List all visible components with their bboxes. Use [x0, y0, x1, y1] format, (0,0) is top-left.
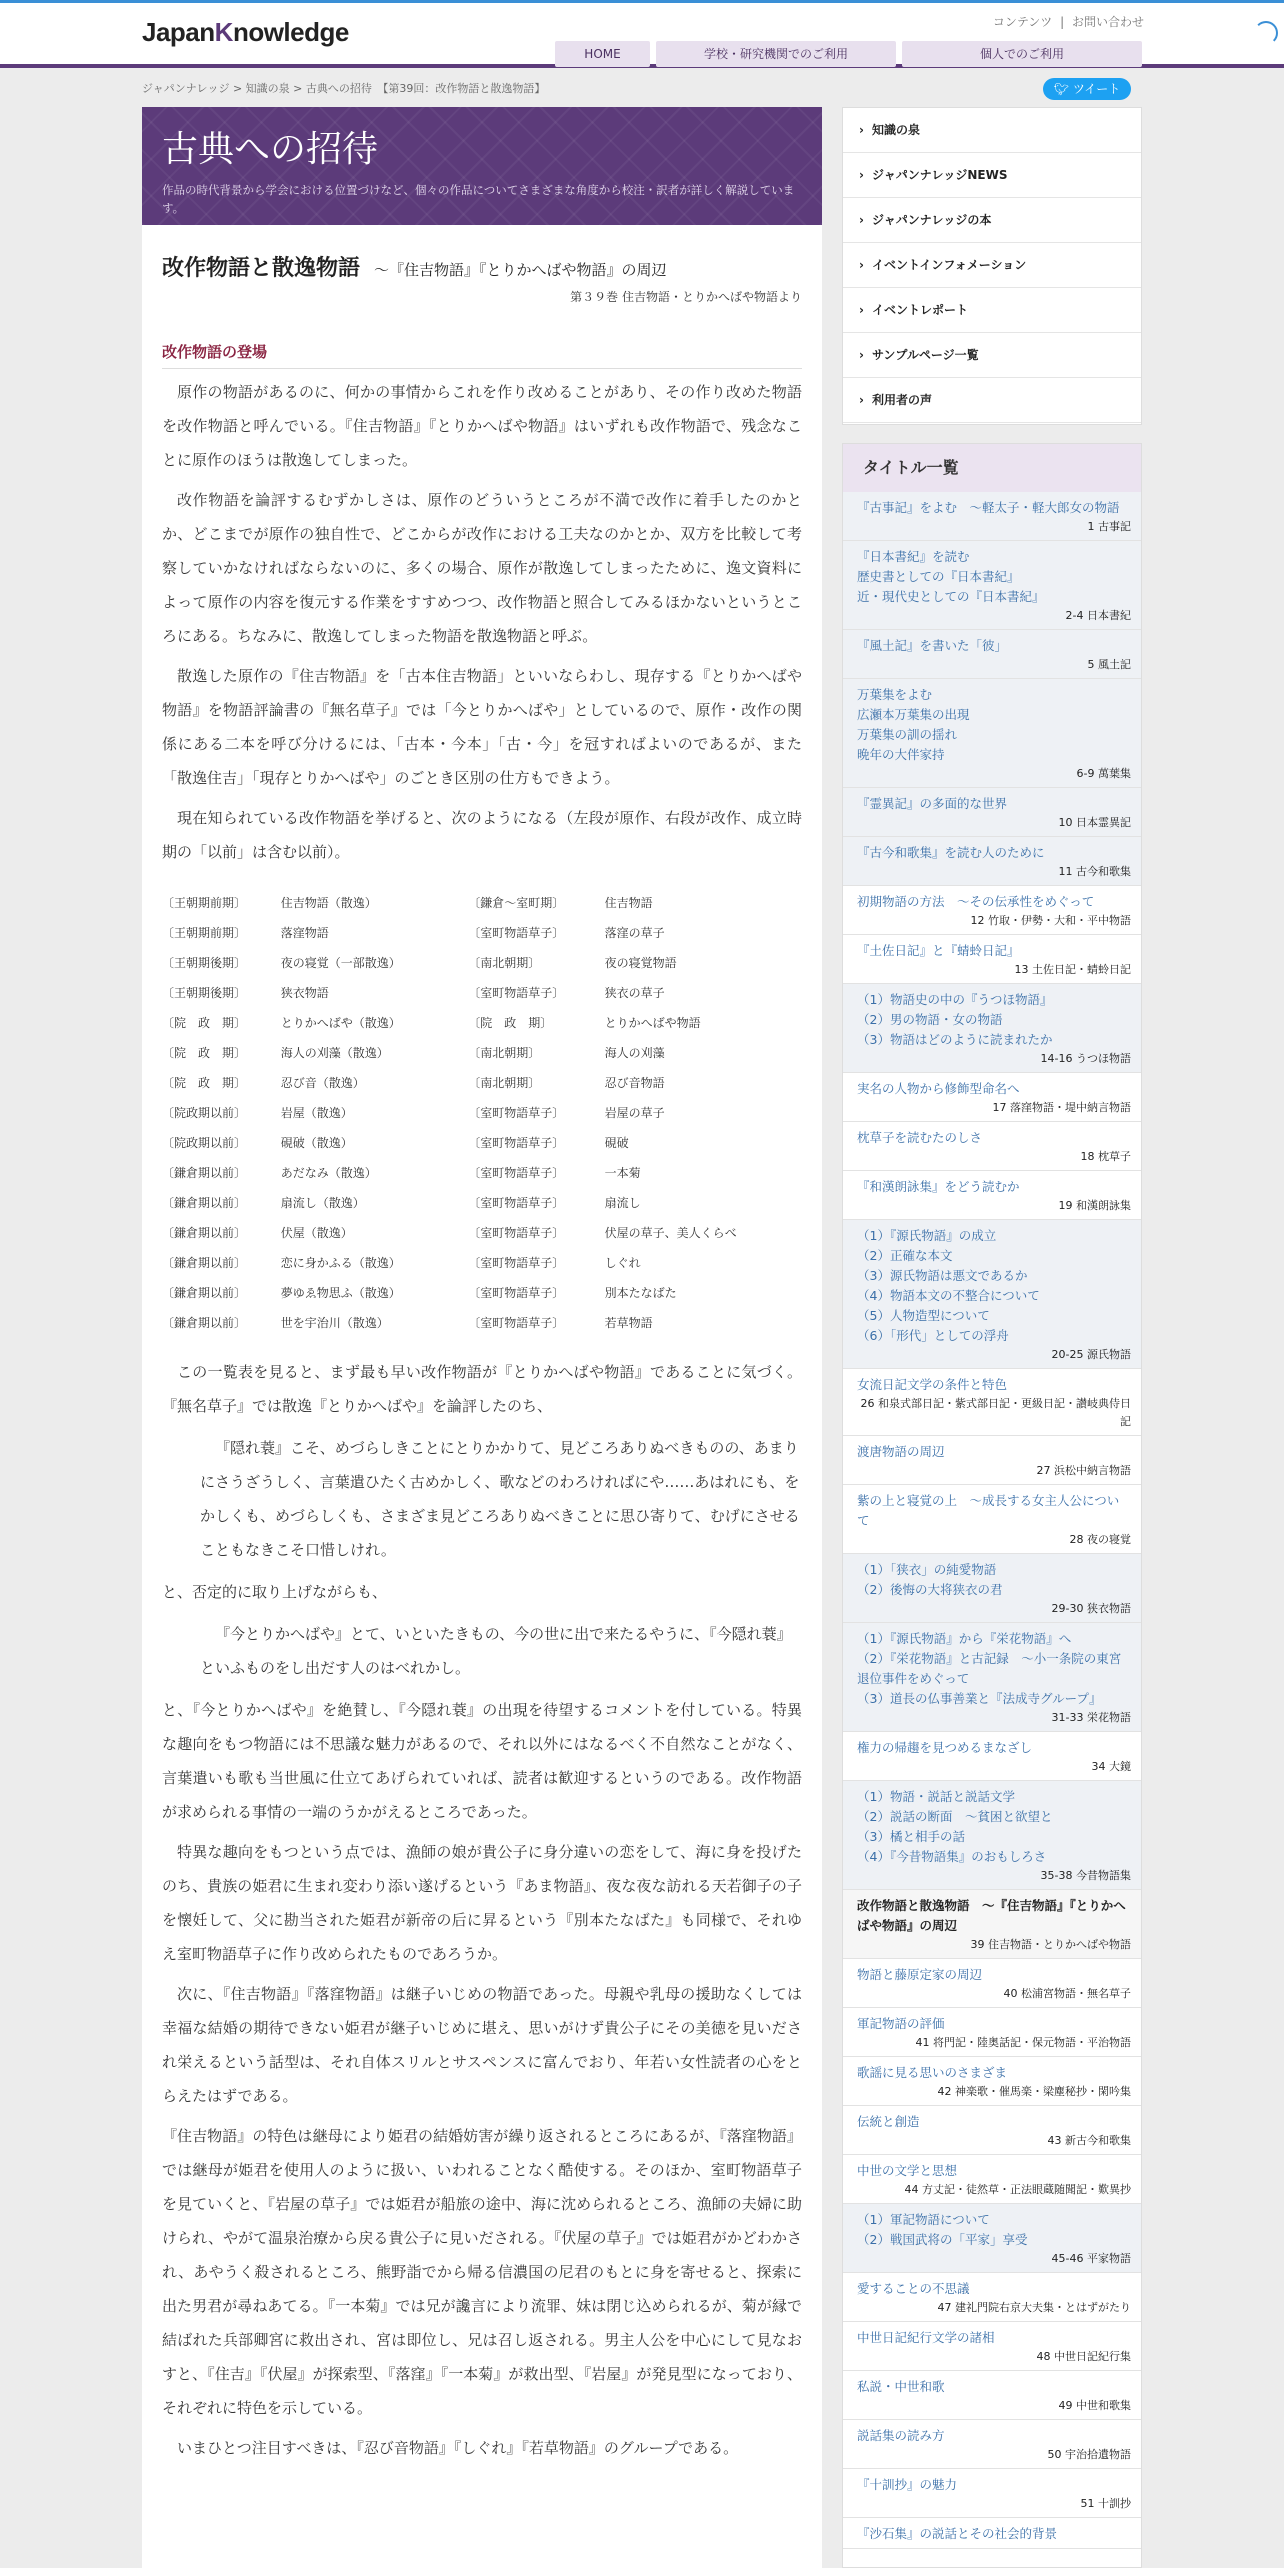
table-cell: 扇流し: [604, 1195, 641, 1210]
title-list-item[interactable]: [843, 1436, 1141, 1485]
title-link[interactable]: 女流日記文学の条件と特色: [857, 1377, 1008, 1392]
title-link[interactable]: 渡唐物語の周辺: [857, 1444, 945, 1459]
table-cell: 〔室町物語草子〕: [468, 985, 565, 1000]
table-cell: 〔室町物語草子〕: [468, 1105, 565, 1120]
table-cell: 狭衣の草子: [604, 985, 665, 1000]
volume-label: 41 将門記・陸奥話記・保元物語・平治物語: [915, 2036, 1131, 2049]
table-cell: 〔鎌倉～室町期〕: [468, 895, 565, 910]
title-list: [842, 443, 1142, 2568]
paragraph: 散逸した原作の『住吉物語』を「古本住吉物語」といいならわし、現存する『とりかへばや物語』を物語評論書の『無名草子』では「今とりかへばや」としているので、原作・改作の関係にある二本を呼び分けるには、「古本・今本」「古・今」を冠すればよいのであるが、また「散逸住吉」「現存とりかへばや」のごとき区別の仕方もできよう。: [162, 667, 802, 787]
table-cell: 落窪物語: [280, 925, 329, 940]
volume-label: 35-38 今昔物語集: [1040, 1869, 1131, 1882]
title-list-item[interactable]: [843, 1781, 1141, 1890]
title-link[interactable]: （4）『今昔物語集』のおもしろさ: [857, 1849, 1047, 1864]
table-row: [162, 1217, 802, 1247]
table-cell: 〔院政期以前〕: [162, 1135, 247, 1150]
table-cell: 世を宇治川（散逸）: [280, 1315, 389, 1330]
table-row: [162, 1187, 802, 1217]
title-link[interactable]: 歌謡に見る思いのさまざま: [857, 2065, 1008, 2080]
title-link[interactable]: 権力の帰趨を見つめるまなざし: [857, 1740, 1033, 1755]
table-cell: 〔院 政 期〕: [162, 1045, 247, 1060]
table-row: [162, 1067, 802, 1097]
title-link[interactable]: （3）物語はどのように読まれたか: [857, 1032, 1053, 1047]
table-cell: 〔鎌倉期以前〕: [162, 1195, 247, 1210]
title-list-item[interactable]: [843, 1959, 1141, 2008]
title-link[interactable]: 実名の人物から修飾型命名へ: [857, 1081, 1020, 1096]
table-cell: 〔王朝期後期〕: [162, 985, 247, 1000]
table-row: [162, 977, 802, 1007]
title-link[interactable]: 『土佐日記』と『蜻蛉日記』: [857, 943, 1020, 958]
table-cell: 〔室町物語草子〕: [468, 1165, 565, 1180]
table-cell: しぐれ: [604, 1255, 641, 1270]
title-list-item[interactable]: [843, 1623, 1141, 1732]
table-cell: とりかへばや（散逸）: [280, 1015, 401, 1030]
paragraph: 『住吉物語』の特色は継母により姫君の結婚妨害が繰り返されるところにあるが、『落窪物語』では継母が姫君を使用人のように扱い、いわれることなく酷使する。そのほか、室町物語草子を見ていくと、『岩屋の草子』では姫君が船旅の途中、海に沈められるところ、漁師の夫婦に助けられ、やがて温泉治療から戻る貴公子に見いだされる。『伏屋の草子』では姫君がかどわかされ、あやうく殺されるところ、熊野詣でから帰る信濃国の尼君のもとに身を寄せると、探索に出た男君が尋ねあてる。『一本菊』では兄が讒言により流罪、妹は閉じ込められるが、菊が縁で結ばれた兵部卿宮に救出され、宮は即位し、兄は召し返される。男主人公を中心にして見なおすと、『住吉』『伏屋』が探索型、『落窪』『一本菊』が救出型、『岩屋』が発見型になっており、それぞれに特色を示している。: [162, 2127, 802, 2417]
title-list-item[interactable]: [843, 630, 1141, 679]
paragraph: 改作物語を論評するむずかしさは、原作のどういうところが不満で改作に着手したのかとか、どこまでが原作の独自性で、どこからが改作における工夫なのかとか、双方を比較して考察していかなければならないのに、多くの場合、原作が散逸してしまったために、逸文資料によって原作の内容を復元する作業をすすめつつ、改作物語と照合してみるほかないというところにある。ちなみに、散逸してしまった物語を散逸物語と呼ぶ。: [162, 491, 802, 645]
title-list-item[interactable]: [843, 2420, 1141, 2469]
volume-label: 26 和泉式部日記・紫式部日記・更級日記・讃岐典侍日記: [860, 1397, 1131, 1428]
title-link[interactable]: （5）人物造型について: [857, 1308, 990, 1323]
title-list-item[interactable]: [843, 2106, 1141, 2155]
title-list-item[interactable]: [843, 541, 1141, 630]
title-link[interactable]: 晩年の大伴家持: [857, 747, 945, 762]
table-cell: 伏屋の草子、美人くらべ: [604, 1225, 737, 1240]
title-link[interactable]: （1）『源氏物語』から『栄花物語』へ: [857, 1631, 1072, 1646]
title-list-item[interactable]: [843, 2204, 1141, 2273]
table-cell: 恋に身かふる（散逸）: [280, 1255, 401, 1270]
table-cell: 〔院 政 期〕: [468, 1015, 553, 1030]
title-list-item[interactable]: [843, 984, 1141, 1073]
section-hero: [142, 107, 822, 225]
title-link[interactable]: 私説・中世和歌: [857, 2379, 945, 2394]
title-link[interactable]: （2）後悔の大将狭衣の君: [857, 1582, 1003, 1597]
volume-label: 11 古今和歌集: [1058, 865, 1131, 878]
title-list-item[interactable]: [843, 1220, 1141, 1369]
title-list-item[interactable]: [843, 837, 1141, 886]
title-list-item[interactable]: [843, 2155, 1141, 2204]
table-cell: 〔室町物語草子〕: [468, 1315, 565, 1330]
table-cell: 別本たなばた: [604, 1285, 677, 1300]
table-cell: 狭衣物語: [280, 985, 329, 1000]
title-link[interactable]: 枕草子を読むたのしさ: [857, 1130, 983, 1145]
volume-label: 40 松浦宮物語・無名草子: [1003, 1987, 1131, 2000]
table-cell: 〔室町物語草子〕: [468, 1135, 565, 1150]
table-row: [162, 947, 802, 977]
table-cell: 住吉物語（散逸）: [280, 895, 377, 910]
article-source: 第３９巻 住吉物語・とりかへばや物語より: [570, 290, 802, 304]
table-row: [162, 1277, 802, 1307]
table-cell: 硯破: [604, 1135, 629, 1150]
table-cell: 〔鎌倉期以前〕: [162, 1255, 247, 1270]
table-cell: 〔南北朝期〕: [468, 955, 541, 970]
title-list-item[interactable]: [843, 1073, 1141, 1122]
title-link[interactable]: 『十訓抄』の魅力: [857, 2477, 958, 2492]
table-cell: 〔院政期以前〕: [162, 1105, 247, 1120]
title-link[interactable]: （1）物語・説話と説話文学: [857, 1789, 1015, 1804]
volume-label: 17 落窪物語・堤中納言物語: [992, 1101, 1131, 1114]
volume-label: 2-4 日本書紀: [1065, 609, 1131, 622]
title-list-item[interactable]: [843, 935, 1141, 984]
title-link[interactable]: 軍記物語の評価: [857, 2016, 945, 2031]
title-link[interactable]: 紫の上と寝覚の上 ～成長する女主人公について: [857, 1493, 1120, 1528]
table-cell: 海人の刈藻: [604, 1045, 665, 1060]
table-cell: 〔王朝期後期〕: [162, 955, 247, 970]
table-cell: 伏屋（散逸）: [280, 1225, 353, 1240]
title-list-item[interactable]: [843, 1554, 1141, 1623]
sidebar-menu-item[interactable]: › 利用者の声: [843, 378, 1141, 423]
title-list-item[interactable]: [843, 1369, 1141, 1436]
table-row: [162, 1097, 802, 1127]
loading-spinner-icon: [1254, 21, 1278, 45]
table-cell: 夜の寝覚物語: [604, 955, 677, 970]
title-link[interactable]: 『霊異記』の多面的な世界: [857, 796, 1008, 811]
tweet-button[interactable]: 🐦︎ ツイート: [1043, 78, 1131, 100]
utility-links: [989, 13, 1144, 30]
table-cell: 忍び音物語: [604, 1075, 665, 1090]
volume-label: 44 方丈記・徒然草・正法眼蔵随聞記・歎異抄: [904, 2183, 1131, 2196]
nav-home[interactable]: HOME: [555, 41, 650, 67]
table-cell: 〔室町物語草子〕: [468, 1225, 565, 1240]
table-row: [162, 917, 802, 947]
paragraph: いまひとつ注目すべきは、『忍び音物語』『しぐれ』『若草物語』のグループである。: [177, 2439, 739, 2457]
title-link[interactable]: （2）男の物語・女の物語: [857, 1012, 1003, 1027]
title-list-item[interactable]: [843, 788, 1141, 837]
sidebar-menu-item[interactable]: › ジャパンナレッジNEWS: [843, 153, 1141, 198]
site-logo[interactable]: JapanKnowledge: [142, 17, 349, 47]
volume-label: 5 風土記: [1087, 658, 1131, 671]
sidebar-menu-item[interactable]: › ジャパンナレッジの本: [843, 198, 1141, 243]
contact-link[interactable]: お問い合わせ: [1071, 15, 1144, 29]
title-list-item[interactable]: [843, 1171, 1141, 1220]
breadcrumb[interactable]: ジャパンナレッジ > 知識の泉 > 古典への招待 【第39回：改作物語と散逸物語】: [142, 82, 546, 95]
volume-label: 34 大鏡: [1091, 1760, 1131, 1773]
table-cell: 〔室町物語草子〕: [468, 1195, 565, 1210]
title-list-item[interactable]: [843, 492, 1141, 541]
table-cell: 住吉物語: [604, 895, 653, 910]
paragraph: 特異な趣向をもつという点では、漁師の娘が貴公子に身分違いの恋をして、海に身を投げたのち、貴族の姫君に生まれ変わり添い遂げるという『あま物語』、夜な夜な訪れる天若御子の子を懐妊して、父に勘当された姫君が新帝の后に昇るという『別本たなばた』も同様で、それゆえ室町物語草子に作り改められたものであろうか。: [162, 1843, 802, 1963]
title-link[interactable]: （2）『栄花物語』と古記録 ～小一条院の東宮退位事件をめぐって: [857, 1651, 1122, 1686]
volume-label: 49 中世和歌集: [1058, 2399, 1131, 2412]
sidebar-menu: [842, 107, 1142, 425]
table-row: [162, 1127, 802, 1157]
table-cell: 〔王朝期前期〕: [162, 925, 247, 940]
table-cell: 落窪の草子: [604, 925, 665, 940]
title-link[interactable]: 『古今和歌集』を読む人のために: [857, 845, 1045, 860]
title-link[interactable]: 『沙石集』の説話とその社会的背景: [857, 2526, 1058, 2541]
works-table: [162, 887, 802, 1337]
title-link[interactable]: 『和漢朗詠集』をどう読むか: [857, 1179, 1020, 1194]
table-cell: 〔南北朝期〕: [468, 1045, 541, 1060]
title-link[interactable]: 伝統と創造: [857, 2114, 920, 2129]
table-cell: 夢ゆゑ物思ふ（散逸）: [280, 1285, 401, 1300]
article-body: [142, 225, 822, 2568]
title-link[interactable]: 説話集の読み方: [857, 2428, 945, 2443]
table-cell: 岩屋（散逸）: [280, 1105, 353, 1120]
table-cell: 〔王朝期前期〕: [162, 895, 247, 910]
table-cell: とりかへばや物語: [604, 1015, 701, 1030]
quote: 『今とりかへばや』とて、いといたきもの、今の世に出で来たるやうに、『今隠れ蓑』といふものをし出だす人のはべれかし。: [200, 1625, 792, 1677]
volume-label: 19 和漢朗詠集: [1058, 1199, 1131, 1212]
quote: 『隠れ蓑』こそ、めづらしきことにとりかかりて、見どころありぬべきものの、あまりにさうざうしく、言葉遣ひたく古めかしく、歌などのわろければにや……あはれにも、をかしくも、めづらしくも、さまざま見どころありぬべきことに思ひ寄りて、むげにさせることもなきこそ口惜しけれ。: [200, 1439, 800, 1559]
volume-label: 42 神楽歌・催馬楽・梁塵秘抄・閑吟集: [937, 2085, 1131, 2098]
title-list-item[interactable]: [843, 2371, 1141, 2420]
article-subtitle: ～『住吉物語』『とりかへばや物語』の周辺: [374, 261, 667, 279]
table-cell: 海人の刈藻（散逸）: [280, 1045, 389, 1060]
table-cell: 〔室町物語草子〕: [468, 925, 565, 940]
volume-label: 29-30 狭衣物語: [1051, 1602, 1131, 1615]
paragraph: 現在知られている改作物語を挙げると、次のようになる（左段が原作、右段が改作、成立時期の「以前」は含む以前）。: [162, 809, 802, 861]
global-nav: [555, 41, 1142, 67]
table-cell: 〔鎌倉期以前〕: [162, 1165, 247, 1180]
table-cell: 〔鎌倉期以前〕: [162, 1315, 247, 1330]
title-link[interactable]: 『日本書紀』を読む: [857, 549, 970, 564]
title-link[interactable]: （4）物語本文の不整合について: [857, 1288, 1040, 1303]
volume-label: 10 日本霊異記: [1058, 816, 1131, 829]
nav-personal[interactable]: 個人でのご利用: [902, 41, 1142, 67]
volume-label: 20-25 源氏物語: [1051, 1348, 1131, 1361]
title-link[interactable]: 改作物語と散逸物語 ～『住吉物語』『とりかへばや物語』の周辺: [857, 1898, 1126, 1933]
title-link[interactable]: （3）橘と相手の話: [857, 1829, 965, 1844]
table-cell: 〔鎌倉期以前〕: [162, 1285, 247, 1300]
title-link[interactable]: （2）正確な本文: [857, 1248, 953, 1263]
table-row: [162, 1157, 802, 1187]
title-link[interactable]: 中世の文学と思想: [857, 2163, 958, 2178]
volume-label: 6-9 萬葉集: [1076, 767, 1131, 780]
volume-label: 48 中世日記紀行集: [1036, 2350, 1131, 2363]
paragraph: 次に、『住吉物語』『落窪物語』は継子いじめの物語であった。母親や乳母の援助なくしては幸福な結婚の期待できない姫君が継子いじめに堪え、思いがけず貴公子にその美徳を見いだされ栄えるという話型は、それ自体スリルとサスペンスに富んでおり、年若い女性読者の心をとらえたはずである。: [162, 1985, 802, 2105]
title-list-item[interactable]: [843, 886, 1141, 935]
table-cell: 岩屋の草子: [604, 1105, 665, 1120]
volume-label: 12 竹取・伊勢・大和・平中物語: [970, 914, 1131, 927]
table-cell: 硯破（散逸）: [280, 1135, 353, 1150]
title-link[interactable]: 万葉集の訓の揺れ: [857, 727, 958, 742]
title-link[interactable]: 物語と藤原定家の周辺: [857, 1967, 983, 1982]
nav-schools[interactable]: 学校・研究機関でのご利用: [656, 41, 896, 67]
table-row: [162, 1007, 802, 1037]
sidebar-menu-item[interactable]: › 知識の泉: [843, 108, 1141, 153]
table-cell: 夜の寝覚（一部散逸）: [280, 955, 401, 970]
title-list-item[interactable]: [843, 1122, 1141, 1171]
title-list-item[interactable]: [843, 2008, 1141, 2057]
table-cell: 〔院 政 期〕: [162, 1015, 247, 1030]
sidebar-menu-item[interactable]: › イベントインフォメーション: [843, 243, 1141, 288]
paragraph: と、『今とりかへばや』を絶賛し、『今隠れ蓑』の出現を待望するコメントを付している。特異な趣向をもつ物語には不思議な魅力があるので、それ以外にはなるべく不自然なことがなく、言葉遣いも歌も当世風に仕立てあげられていれば、読者は歓迎するというのである。改作物語が求められる事情の一端のうかがえるところであった。: [162, 1701, 802, 1821]
title-link[interactable]: （2）説話の断面 ～貧困と欲望と: [857, 1809, 1053, 1824]
title-link[interactable]: （6）「形代」としての浮舟: [857, 1328, 1009, 1343]
section-heading: 改作物語の登場: [162, 341, 802, 369]
volume-label: 47 建礼門院右京大夫集・とはずがたり: [937, 2301, 1131, 2314]
table-cell: 忍び音（散逸）: [280, 1075, 365, 1090]
title-list-item[interactable]: [843, 1890, 1141, 1959]
hero-title: 古典への招待: [162, 129, 379, 170]
volume-label: 14-16 うつほ物語: [1040, 1052, 1131, 1065]
title-link[interactable]: （1）軍記物語について: [857, 2212, 990, 2227]
volume-label: 18 枕草子: [1080, 1150, 1131, 1163]
table-cell: 若草物語: [604, 1315, 653, 1330]
sidebar-menu-item[interactable]: › サンプルページ一覧: [843, 333, 1141, 378]
title-link[interactable]: （1）「狭衣」の純愛物語: [857, 1562, 997, 1577]
title-link[interactable]: 『古事記』をよむ ～軽太子・軽大郎女の物語: [857, 500, 1120, 515]
volume-label: 31-33 栄花物語: [1051, 1711, 1131, 1724]
table-cell: 〔室町物語草子〕: [468, 1255, 565, 1270]
title-link[interactable]: （3）道長の仏事善業と『法成寺グループ』: [857, 1691, 1102, 1706]
volume-label: 13 土佐日記・蜻蛉日記: [1014, 963, 1131, 976]
table-row: [162, 1037, 802, 1067]
sidebar-menu-item[interactable]: › イベントレポート: [843, 288, 1141, 333]
contents-link[interactable]: コンテンツ: [992, 15, 1053, 29]
link-separator: |: [1060, 15, 1065, 29]
title-list-item[interactable]: [843, 679, 1141, 788]
hero-description: 作品の時代背景から学会における位置づけなど、個々の作品についてさまざまな角度から校注・訳者が詳しく解説しています。: [162, 183, 795, 215]
title-link[interactable]: 愛することの不思議: [857, 2281, 970, 2296]
title-list-item[interactable]: [843, 1732, 1141, 1781]
title-list-item[interactable]: [843, 1485, 1141, 1554]
paragraph: 原作の物語があるのに、何かの事情からこれを作り改めることがあり、その作り改めた物語を改作物語と呼んでいる。『住吉物語』『とりかへばや物語』はいずれも改作物語で、残念なことに原作のほうは散逸してしまった。: [162, 383, 802, 469]
volume-label: 45-46 平家物語: [1051, 2252, 1131, 2265]
title-list-heading: タイトル一覧: [843, 444, 1141, 492]
title-link[interactable]: 『風土記』を書いた「彼」: [857, 638, 1008, 653]
paragraph: と、否定的に取り上げながらも、: [162, 1583, 388, 1601]
table-cell: 〔室町物語草子〕: [468, 1285, 565, 1300]
twitter-bird-icon: 🐦︎: [1053, 82, 1073, 96]
table-cell: 扇流し（散逸）: [280, 1195, 365, 1210]
volume-label: 1 古事記: [1087, 520, 1131, 533]
volume-label: 50 宇治拾遺物語: [1047, 2448, 1131, 2461]
title-link[interactable]: （1）物語史の中の『うつほ物語』: [857, 992, 1053, 1007]
title-link[interactable]: 広瀬本万葉集の出現: [857, 707, 970, 722]
title-link[interactable]: 近・現代史としての『日本書紀』: [857, 589, 1045, 604]
site-header: [0, 0, 1284, 68]
table-cell: 〔南北朝期〕: [468, 1075, 541, 1090]
volume-label: 28 夜の寝覚: [1069, 1533, 1131, 1546]
table-cell: 一本菊: [604, 1165, 641, 1180]
title-list-item[interactable]: [843, 2469, 1141, 2518]
title-list-item[interactable]: [843, 2518, 1141, 2549]
title-list-item[interactable]: [843, 2057, 1141, 2106]
article-title: 改作物語と散逸物語 ～『住吉物語』『とりかへばや物語』の周辺: [162, 256, 667, 281]
volume-label: 27 浜松中納言物語: [1036, 1464, 1131, 1477]
volume-label: 51 十訓抄: [1080, 2497, 1131, 2510]
title-link[interactable]: 歴史書としての『日本書紀』: [857, 569, 1020, 584]
title-list-item[interactable]: [843, 2322, 1141, 2371]
paragraph: この一覧表を見ると、まず最も早い改作物語が『とりかへばや物語』であることに気づく。『無名草子』では散逸『とりかへばや』を論評したのち、: [162, 1363, 802, 1415]
volume-label: 43 新古今和歌集: [1047, 2134, 1131, 2147]
table-row: [162, 887, 802, 917]
table-cell: 〔鎌倉期以前〕: [162, 1225, 247, 1240]
title-link[interactable]: （3）源氏物語は悪文であるか: [857, 1268, 1028, 1283]
table-cell: 〔院 政 期〕: [162, 1075, 247, 1090]
title-link[interactable]: 初期物語の方法 ～その伝承性をめぐって: [857, 894, 1095, 909]
title-link[interactable]: （2）戦国武将の「平家」享受: [857, 2232, 1028, 2247]
title-link[interactable]: 中世日記紀行文学の諸相: [857, 2330, 995, 2345]
table-row: [162, 1247, 802, 1277]
table-cell: あだなみ（散逸）: [280, 1165, 377, 1180]
title-link[interactable]: 万葉集をよむ: [857, 687, 933, 702]
title-link[interactable]: （1）『源氏物語』の成立: [857, 1228, 997, 1243]
table-row: [162, 1307, 802, 1337]
title-list-item[interactable]: [843, 2273, 1141, 2322]
volume-label: 39 住吉物語・とりかへばや物語: [970, 1938, 1131, 1951]
